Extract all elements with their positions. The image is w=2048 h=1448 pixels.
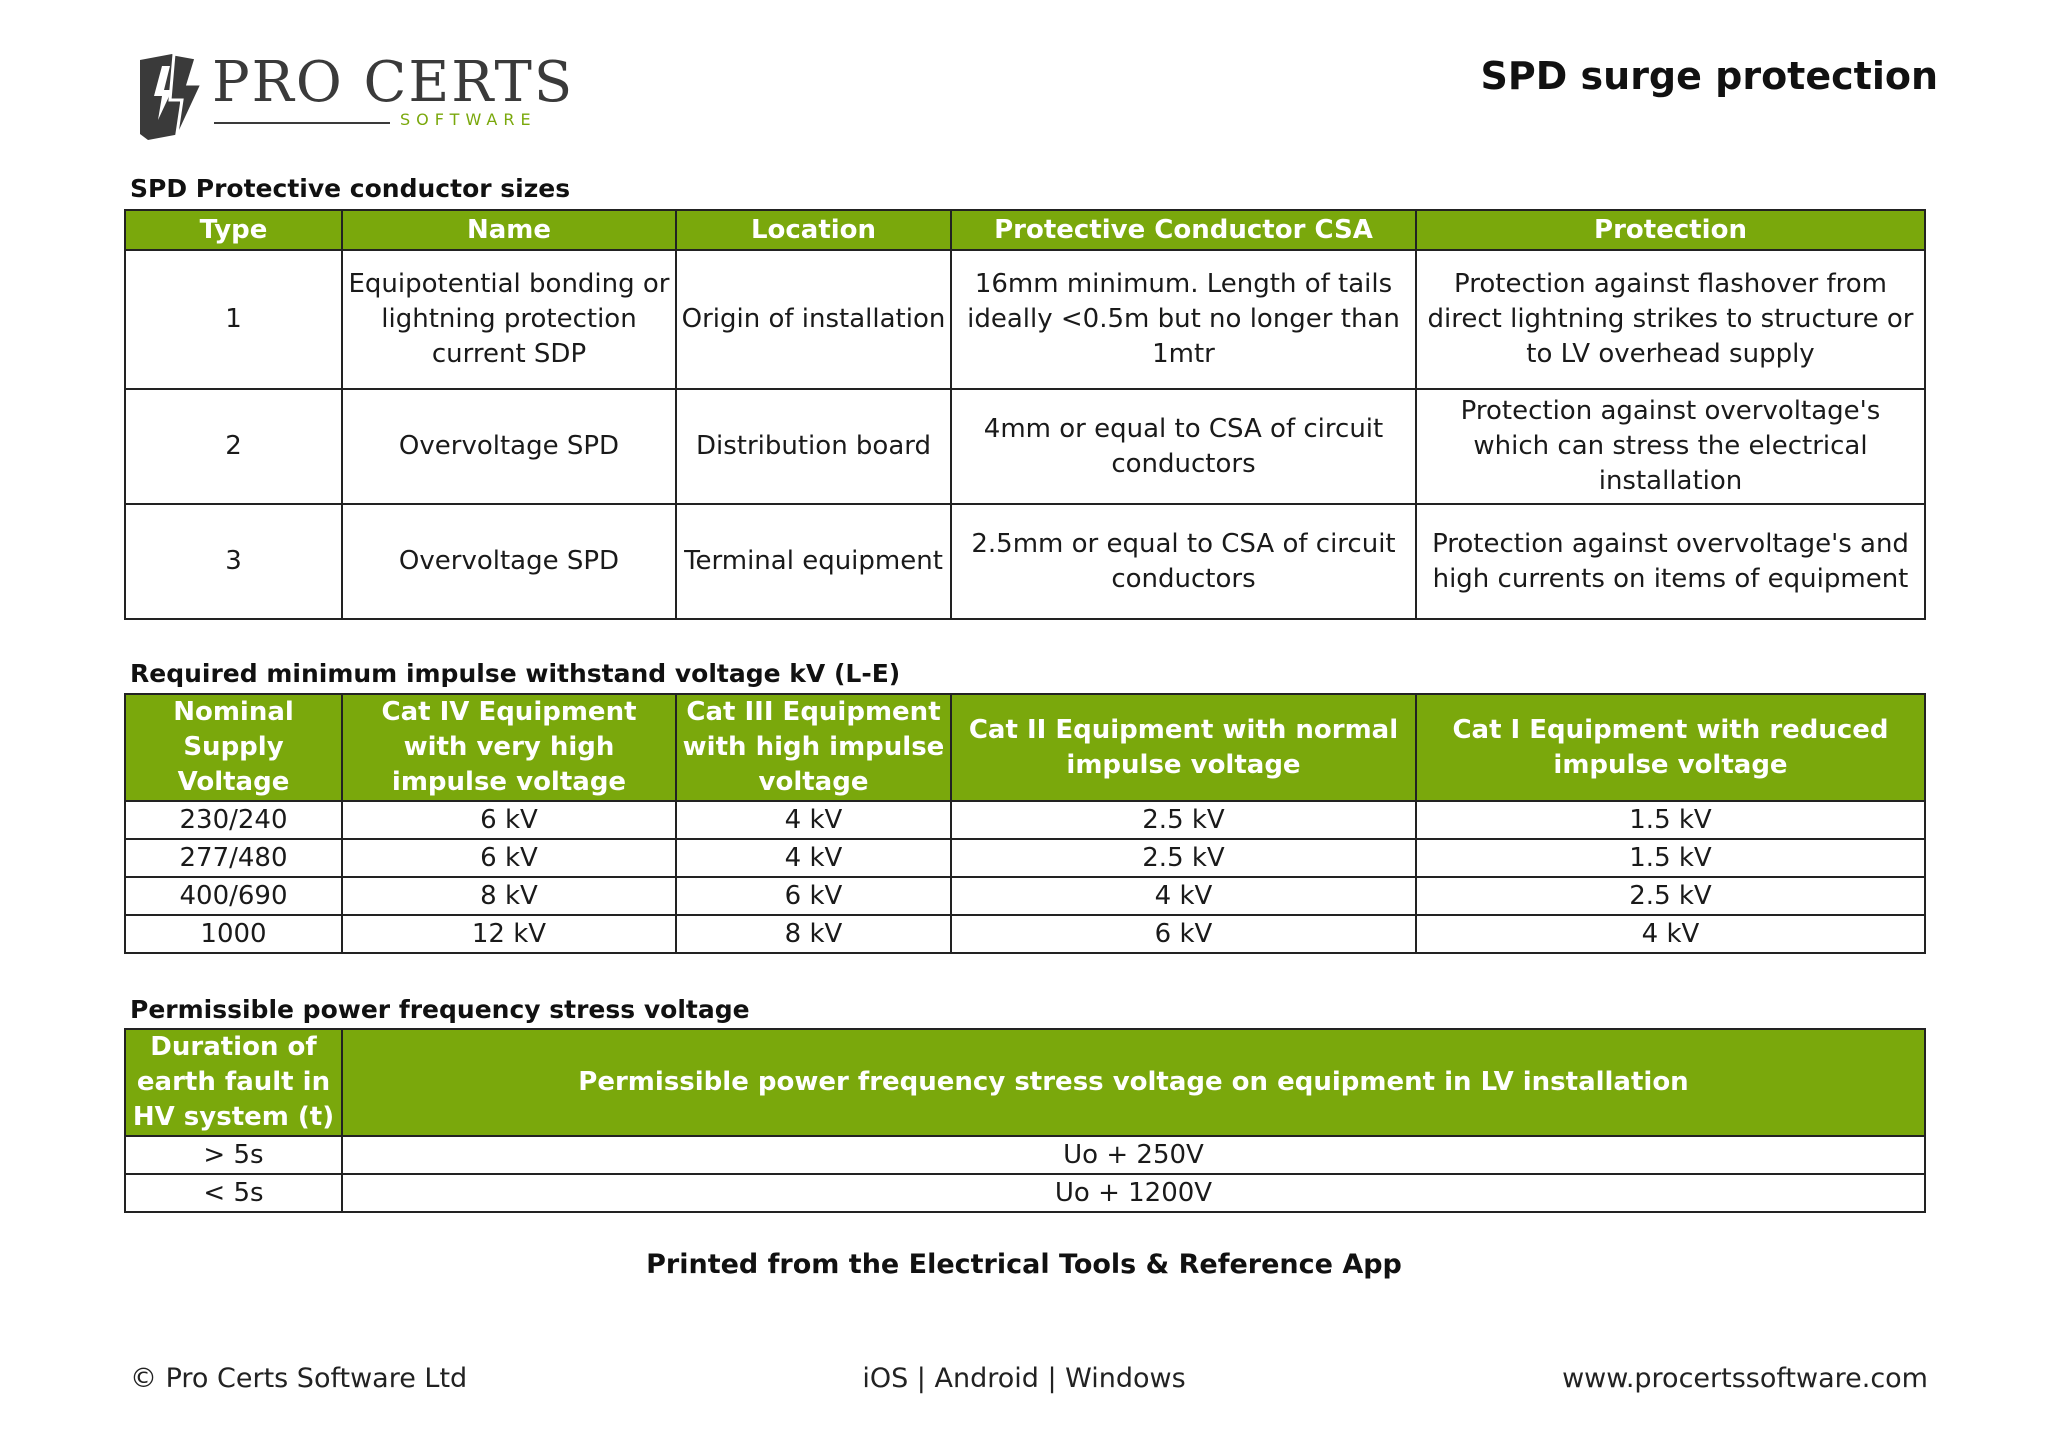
table-header-row <box>125 694 1925 801</box>
cell: 8 kV <box>676 915 951 953</box>
table2-title: Required minimum impulse withstand voltage kV (L-E) <box>130 659 901 688</box>
cell: 2.5mm or equal to CSA of circuit conductors <box>951 504 1416 619</box>
table-row <box>125 839 1925 877</box>
website-link[interactable]: www.procertssoftware.com <box>1562 1363 1928 1394</box>
logo-sub-text: SOFTWARE <box>400 110 537 129</box>
table-row <box>125 877 1925 915</box>
cell: Origin of installation <box>676 250 951 389</box>
header-type: Type <box>125 210 342 250</box>
header-location: Location <box>676 210 951 250</box>
table3-title: Permissible power frequency stress voltage <box>130 995 750 1024</box>
cell: 16mm minimum. Length of tails ideally <0.5m but no longer than 1mtr <box>951 250 1416 389</box>
impulse-voltage-table <box>124 693 1926 954</box>
cell: < 5s <box>125 1174 342 1212</box>
header-cat-iv: Cat IV Equipment with very high impulse voltage <box>342 694 676 801</box>
company-logo <box>130 46 575 146</box>
cell: Protection against flashover from direct lightning strikes to structure or to LV overhead supply <box>1416 250 1925 389</box>
header-csa: Protective Conductor CSA <box>951 210 1416 250</box>
stress-voltage-table <box>124 1028 1926 1213</box>
header-name: Name <box>342 210 676 250</box>
cell: Protection against overvoltage's which can stress the electrical installation <box>1416 389 1925 504</box>
header-stress-voltage: Permissible power frequency stress voltage on equipment in LV installation <box>342 1029 1925 1136</box>
header-duration: Duration of earth fault in HV system (t) <box>125 1029 342 1136</box>
logo-rule <box>214 122 390 124</box>
cell: Uo + 1200V <box>342 1174 1925 1212</box>
cell: 4 kV <box>1416 915 1925 953</box>
cell: 12 kV <box>342 915 676 953</box>
header-cat-iii: Cat III Equipment with high impulse voltage <box>676 694 951 801</box>
cell: 1 <box>125 250 342 389</box>
cell: Distribution board <box>676 389 951 504</box>
cell: 2.5 kV <box>1416 877 1925 915</box>
lightning-bolt-icon <box>136 54 206 140</box>
cell: 1.5 kV <box>1416 839 1925 877</box>
cell: Overvoltage SPD <box>342 389 676 504</box>
logo-brand-text: PRO CERTS <box>212 50 575 115</box>
table1-title: SPD Protective conductor sizes <box>130 174 571 203</box>
header-nominal-voltage: Nominal Supply Voltage <box>125 694 342 801</box>
cell: 277/480 <box>125 839 342 877</box>
cell: 1.5 kV <box>1416 801 1925 839</box>
table-header-row <box>125 210 1925 250</box>
cell: 2.5 kV <box>951 801 1416 839</box>
header-protection: Protection <box>1416 210 1925 250</box>
cell: 2 <box>125 389 342 504</box>
cell: 6 kV <box>951 915 1416 953</box>
cell: 4mm or equal to CSA of circuit conductors <box>951 389 1416 504</box>
platforms-text: iOS | Android | Windows <box>862 1363 1186 1394</box>
cell: 1000 <box>125 915 342 953</box>
cell: 6 kV <box>342 801 676 839</box>
cell: 8 kV <box>342 877 676 915</box>
cell: 3 <box>125 504 342 619</box>
table-row <box>125 1136 1925 1174</box>
cell: 4 kV <box>951 877 1416 915</box>
cell: 4 kV <box>676 801 951 839</box>
table-row <box>125 504 1925 619</box>
cell: > 5s <box>125 1136 342 1174</box>
header-cat-ii: Cat II Equipment with normal impulse voltage <box>951 694 1416 801</box>
cell: 4 kV <box>676 839 951 877</box>
table-header-row <box>125 1029 1925 1136</box>
table-row <box>125 389 1925 504</box>
copyright-text: © Pro Certs Software Ltd <box>130 1363 468 1394</box>
table-row <box>125 801 1925 839</box>
cell: Terminal equipment <box>676 504 951 619</box>
cell: Overvoltage SPD <box>342 504 676 619</box>
header-cat-i: Cat I Equipment with reduced impulse voltage <box>1416 694 1925 801</box>
cell: Uo + 250V <box>342 1136 1925 1174</box>
cell: 6 kV <box>342 839 676 877</box>
cell: Equipotential bonding or lightning protection current SDP <box>342 250 676 389</box>
table-row <box>125 1174 1925 1212</box>
cell: 400/690 <box>125 877 342 915</box>
document-title: SPD surge protection <box>1480 54 1938 98</box>
conductor-sizes-table <box>124 209 1926 620</box>
printed-from-note: Printed from the Electrical Tools & Reference App <box>646 1249 1402 1280</box>
cell: 6 kV <box>676 877 951 915</box>
cell: 2.5 kV <box>951 839 1416 877</box>
table-row <box>125 250 1925 389</box>
table-row <box>125 915 1925 953</box>
cell: 230/240 <box>125 801 342 839</box>
cell: Protection against overvoltage's and high currents on items of equipment <box>1416 504 1925 619</box>
